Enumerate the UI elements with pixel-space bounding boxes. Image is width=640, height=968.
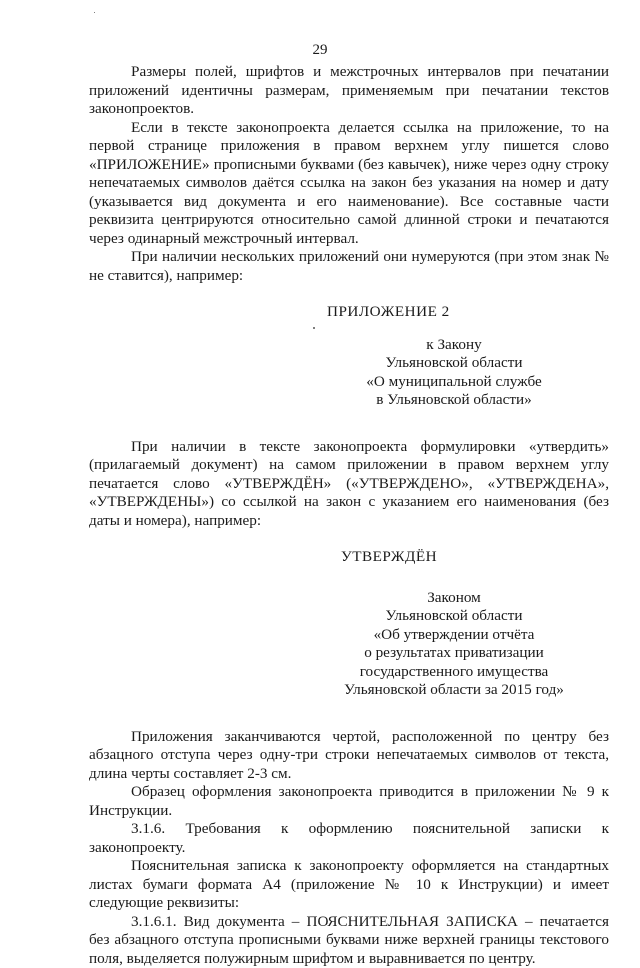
paragraph: Пояснительная записка к законопроекту оформляется на стандартных листах бумаги формата А4 (приложение № 10 к Инструкции) и имеет следующие реквизиты:: [89, 857, 609, 913]
paragraph: Если в тексте законопроекта делается ссылка на приложение, то на первой странице приложения в правом верхнем углу пишется слово «ПРИЛОЖЕНИЕ» прописными буквами (без кавычек), ниже через одну строку непечатаемых символов даётся ссылка на закон без указания на номер и дату (указывается вид документа и его наименование). Все составные части реквизита центрируются относительно самой длинной строки и печатаются через одинарный межстрочный интервал.: [89, 119, 609, 249]
paragraph: Размеры полей, шрифтов и межстрочных интервалов при печатании приложений идентичны размерам, применяемым при печатании текстов законопроектов.: [89, 63, 609, 119]
example-2-line: «Об утверждении отчёта: [299, 626, 609, 645]
example-1-reference: [299, 336, 609, 410]
example-2-reference: [299, 589, 609, 700]
example-2-line: Ульяновской области: [299, 607, 609, 626]
example-2-line: Законом: [299, 589, 609, 608]
scan-speck: [313, 327, 315, 329]
section-heading: 3.1.6. Требования к оформлению пояснительной записки к законопроекту.: [89, 820, 609, 857]
paragraph: При наличии нескольких приложений они нумеруются (при этом знак № не ставится), например:: [89, 248, 609, 285]
example-1-line: Ульяновской области: [299, 354, 609, 373]
document-body: [89, 63, 609, 968]
example-1-line: в Ульяновской области»: [299, 391, 609, 410]
example-1-line: к Закону: [299, 336, 609, 355]
paragraph: При наличии в тексте законопроекта формулировки «утвердить» (прилагаемый документ) на самом приложении в правом верхнем углу печатается слово «УТВЕРЖДЁН» («УТВЕРЖДЕНО», «УТВЕРЖДЕНА», «УТВЕРЖДЕНЫ») со ссылкой на закон с указанием его наименования (без даты и номера), например:: [89, 438, 609, 531]
example-1-heading: ПРИЛОЖЕНИЕ 2: [327, 303, 609, 322]
example-2-heading: УТВЕРЖДЁН: [341, 548, 609, 567]
page-number: 29: [0, 42, 640, 59]
example-1-line: «О муниципальной службе: [299, 373, 609, 392]
paragraph: Образец оформления законопроекта приводится в приложении № 9 к Инструкции.: [89, 783, 609, 820]
example-2-line: о результатах приватизации: [299, 644, 609, 663]
scan-speck: [94, 12, 95, 13]
example-2-line: Ульяновской области за 2015 год»: [299, 681, 609, 700]
paragraph: 3.1.6.1. Вид документа – ПОЯСНИТЕЛЬНАЯ ЗАПИСКА – печатается без абзацного отступа прописными буквами ниже верхней границы текстового поля, выделяется полужирным шрифтом и выравнивается по центру.: [89, 913, 609, 968]
paragraph: Приложения заканчиваются чертой, расположенной по центру без абзацного отступа через одну-три строки непечатаемых символов от текста, длина черты составляет 2-3 см.: [89, 728, 609, 784]
example-2-line: государственного имущества: [299, 663, 609, 682]
